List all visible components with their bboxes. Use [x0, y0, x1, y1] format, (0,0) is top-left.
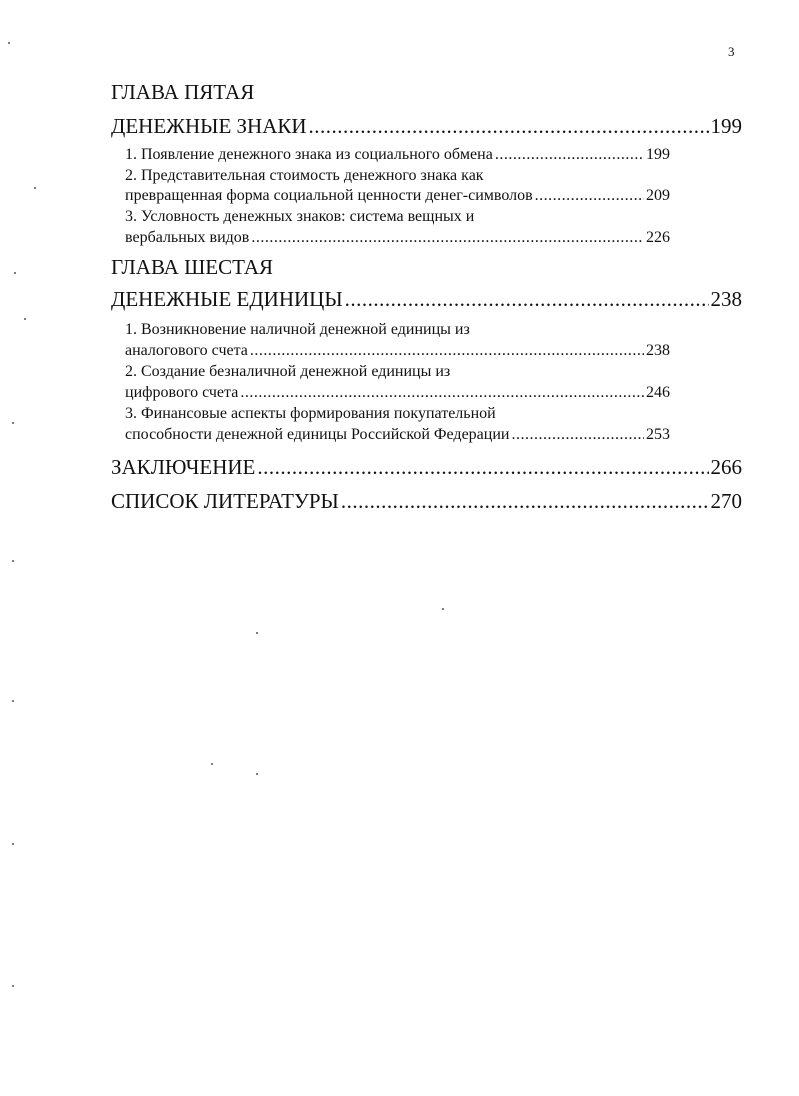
toc-entry-section[interactable] [125, 426, 670, 444]
toc-entry-section-line [125, 208, 670, 226]
page-ref: 253 [646, 426, 670, 443]
leader-dots [257, 455, 708, 480]
leader-dots [511, 426, 644, 444]
scan-speck [24, 318, 26, 320]
toc-entry-section-line [125, 167, 670, 185]
toc-entry-conclusion[interactable] [111, 455, 742, 480]
toc-entry-section[interactable] [125, 229, 670, 247]
toc-entry-bibliography[interactable] [111, 489, 742, 514]
toc-entry-chapter-title[interactable] [111, 114, 742, 139]
page-ref: 266 [710, 455, 742, 479]
scan-speck [12, 843, 14, 845]
bibliography-title: СПИСОК ЛИТЕРАТУРЫ [111, 489, 339, 513]
toc-entry-section[interactable] [125, 384, 670, 402]
section-title-continued: аналогового счета [125, 342, 248, 359]
chapter-title: ДЕНЕЖНЫЕ ЗНАКИ [111, 114, 307, 138]
page-ref: 270 [710, 489, 742, 513]
scan-speck [14, 272, 16, 274]
toc-entry-chapter-title[interactable] [111, 287, 742, 312]
section-title-continued: способности денежной единицы Российской Федерации [125, 426, 510, 443]
toc-entry-section[interactable] [125, 187, 670, 205]
chapter-heading-text: ГЛАВА ШЕСТАЯ [111, 255, 274, 279]
conclusion-title: ЗАКЛЮЧЕНИЕ [111, 455, 256, 479]
scan-speck [12, 560, 14, 562]
section-title: 3. Финансовые аспекты формирования покупательной [125, 405, 496, 422]
scan-speck [12, 700, 14, 702]
scan-speck [256, 632, 258, 634]
section-title: 2. Представительная стоимость денежного знака как [125, 167, 484, 184]
scan-speck [12, 985, 14, 987]
page-ref: 199 [646, 146, 670, 163]
scan-speck [12, 422, 14, 424]
leader-dots [341, 489, 709, 514]
scan-speck [8, 42, 10, 44]
section-title: 3. Условность денежных знаков: система вещных и [125, 208, 475, 225]
leader-dots [240, 384, 644, 402]
scan-speck [211, 763, 213, 765]
page-ref: 209 [646, 187, 670, 204]
leader-dots [535, 187, 644, 205]
chapter-heading-text: ГЛАВА ПЯТАЯ [111, 80, 255, 104]
toc-entry-section[interactable] [125, 342, 670, 360]
leader-dots [309, 114, 709, 139]
chapter-title: ДЕНЕЖНЫЕ ЕДИНИЦЫ [111, 287, 343, 311]
page-ref: 226 [646, 229, 670, 246]
section-title-continued: цифрового счета [125, 384, 239, 401]
scan-speck [256, 773, 258, 775]
section-title-continued: вербальных видов [125, 229, 250, 246]
toc-entry-section-line [125, 321, 670, 339]
page-ref: 246 [646, 384, 670, 401]
page-ref: 238 [646, 342, 670, 359]
page-ref: 199 [710, 114, 742, 138]
scan-speck [442, 608, 444, 610]
leader-dots [495, 146, 644, 164]
section-title: 1. Возникновение наличной денежной единицы из [125, 321, 470, 338]
toc-entry-section-line [125, 405, 670, 423]
page-number: 3 [728, 44, 735, 59]
section-title-continued: превращенная форма социальной ценности денег-символов [125, 187, 533, 204]
toc-entry-section[interactable] [125, 146, 670, 164]
leader-dots [251, 229, 644, 247]
chapter-heading [111, 255, 742, 280]
toc-entry-section-line [125, 363, 670, 381]
leader-dots [345, 287, 709, 312]
scan-speck [34, 187, 36, 189]
leader-dots [250, 342, 644, 360]
chapter-heading [111, 80, 742, 105]
section-title: 1. Появление денежного знака из социального обмена [125, 146, 493, 163]
page-ref: 238 [710, 287, 742, 311]
section-title: 2. Создание безналичной денежной единицы из [125, 363, 451, 380]
